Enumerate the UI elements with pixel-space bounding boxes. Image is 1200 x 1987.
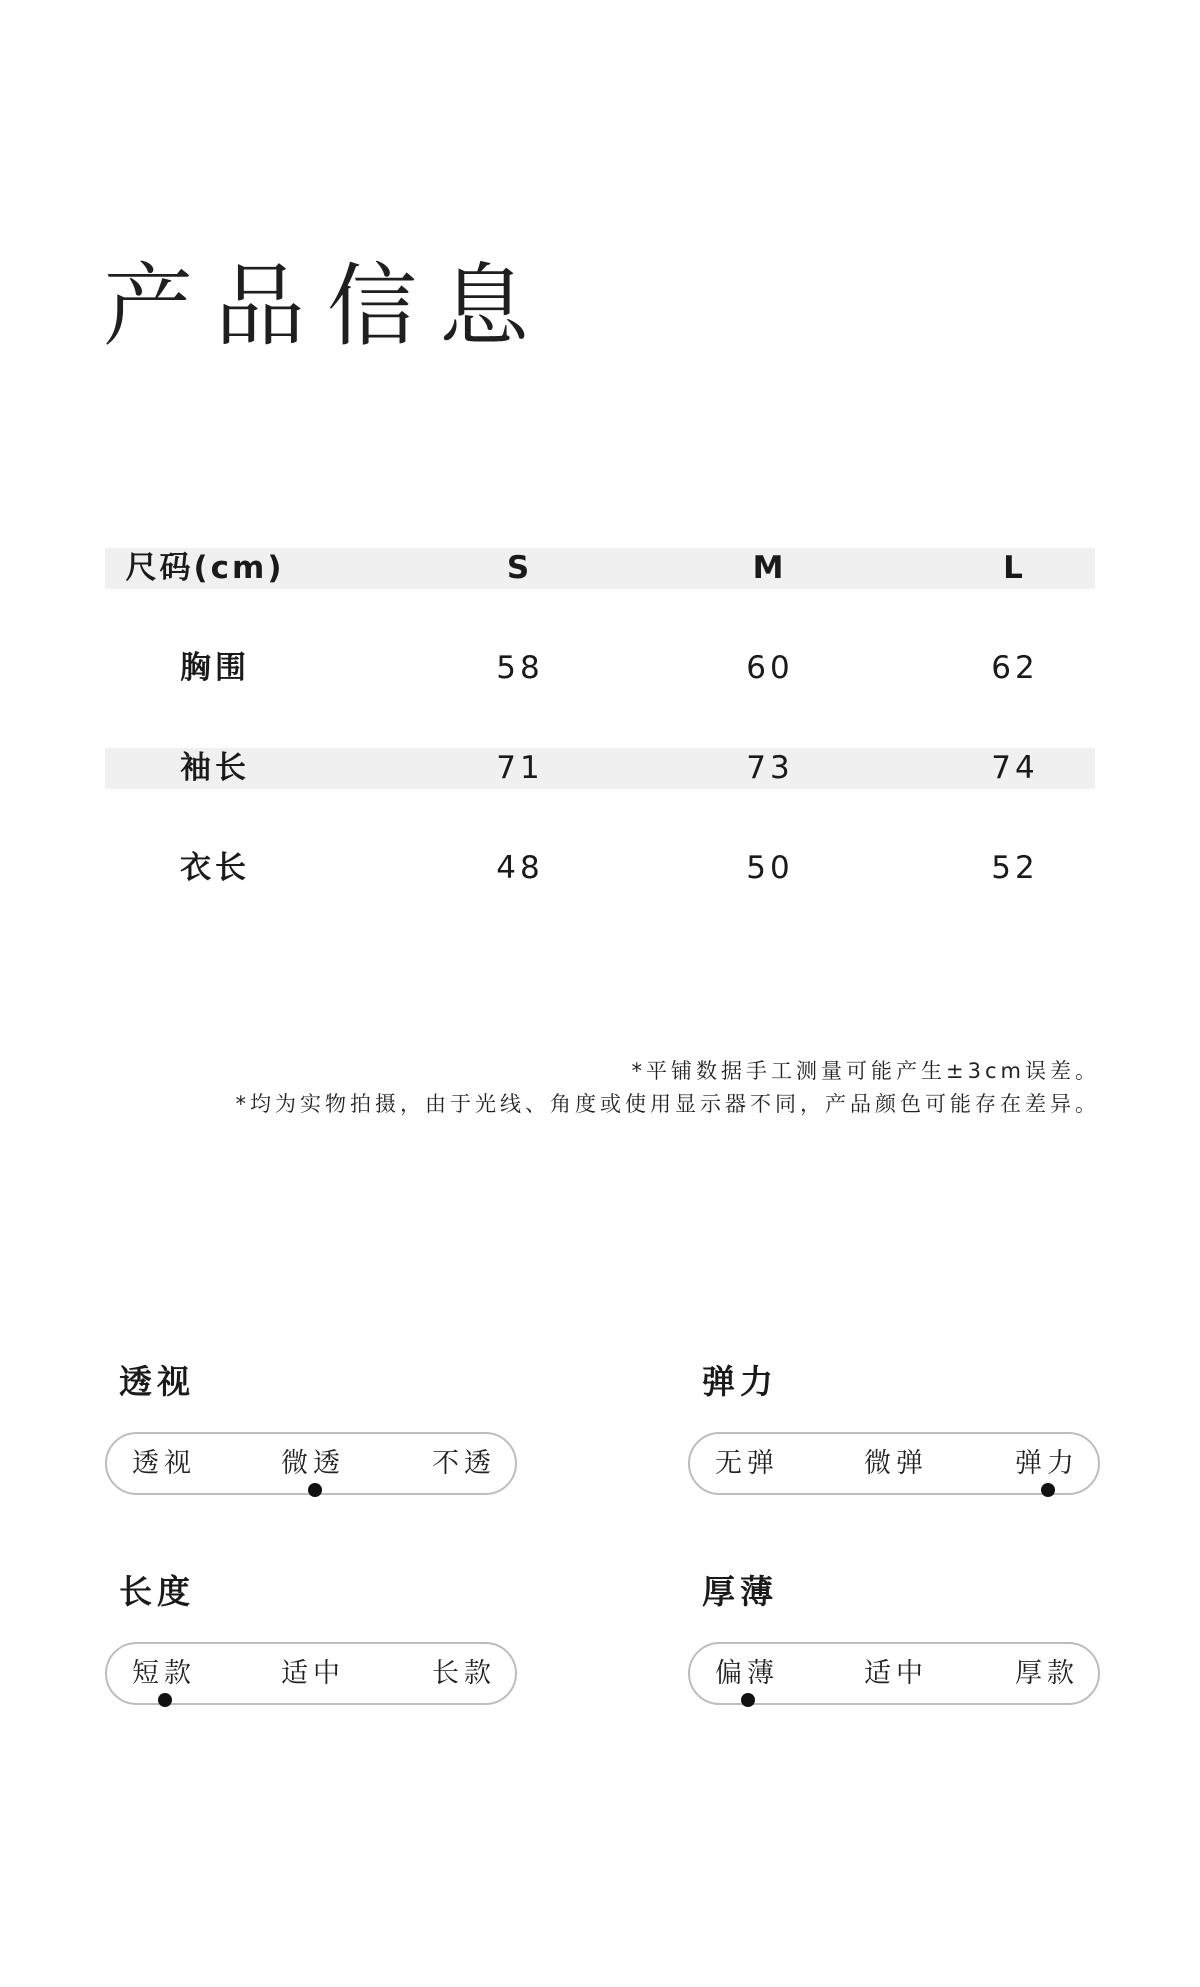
- value-chest-s: 58: [496, 650, 544, 686]
- attribute-length: [105, 1572, 517, 1712]
- value-chest-m: 60: [746, 650, 794, 686]
- selected-marker-dot: [741, 1693, 755, 1707]
- row-label-chest: 胸围: [180, 650, 250, 686]
- attribute-title: 弹力: [702, 1362, 778, 1401]
- header-size-l: L: [1003, 550, 1027, 586]
- value-length-l: 52: [991, 850, 1039, 886]
- header-size-label: 尺码(cm): [125, 550, 285, 586]
- header-size-m: M: [752, 550, 788, 586]
- selected-marker-dot: [1041, 1483, 1055, 1497]
- value-length-m: 50: [746, 850, 794, 886]
- selected-marker-dot: [158, 1693, 172, 1707]
- page-title: 产品信息: [103, 254, 551, 359]
- selected-marker-dot: [308, 1483, 322, 1497]
- attribute-option: 偏薄: [715, 1658, 779, 1689]
- attribute-option: 短款: [132, 1658, 196, 1689]
- attribute-title: 厚薄: [702, 1572, 778, 1611]
- table-row-length: [105, 848, 1095, 889]
- attribute-elasticity: [688, 1362, 1100, 1502]
- attribute-option: 适中: [281, 1658, 345, 1689]
- value-sleeve-s: 71: [496, 750, 544, 786]
- attribute-thickness: [688, 1572, 1100, 1712]
- attribute-option: 弹力: [1015, 1448, 1079, 1479]
- attribute-option: 透视: [132, 1448, 196, 1479]
- attribute-scale: [688, 1432, 1100, 1495]
- size-table-header: [105, 548, 1095, 589]
- attribute-option: 长款: [432, 1658, 496, 1689]
- table-row-sleeve: [105, 748, 1095, 789]
- attribute-title: 长度: [119, 1572, 195, 1611]
- header-size-s: S: [506, 550, 534, 586]
- note-line: *平铺数据手工测量可能产生±3cm误差。: [631, 1059, 1100, 1083]
- value-sleeve-l: 74: [991, 750, 1039, 786]
- attribute-option: 微弹: [864, 1448, 928, 1479]
- note-line: *均为实物拍摄，由于光线、角度或使用显示器不同，产品颜色可能存在差异。: [235, 1092, 1100, 1116]
- row-label-length: 衣长: [180, 850, 250, 886]
- attribute-title: 透视: [119, 1362, 195, 1401]
- value-sleeve-m: 73: [746, 750, 794, 786]
- table-row-chest: [105, 648, 1095, 689]
- attribute-option: 适中: [864, 1658, 928, 1689]
- measurement-notes: [236, 1055, 1101, 1121]
- value-chest-l: 62: [991, 650, 1039, 686]
- attribute-option: 无弹: [715, 1448, 779, 1479]
- value-length-s: 48: [496, 850, 544, 886]
- row-label-sleeve: 袖长: [180, 750, 250, 786]
- attribute-option: 厚款: [1015, 1658, 1079, 1689]
- attribute-option: 不透: [432, 1448, 496, 1479]
- attribute-transparency: [105, 1362, 517, 1502]
- attribute-option: 微透: [281, 1448, 345, 1479]
